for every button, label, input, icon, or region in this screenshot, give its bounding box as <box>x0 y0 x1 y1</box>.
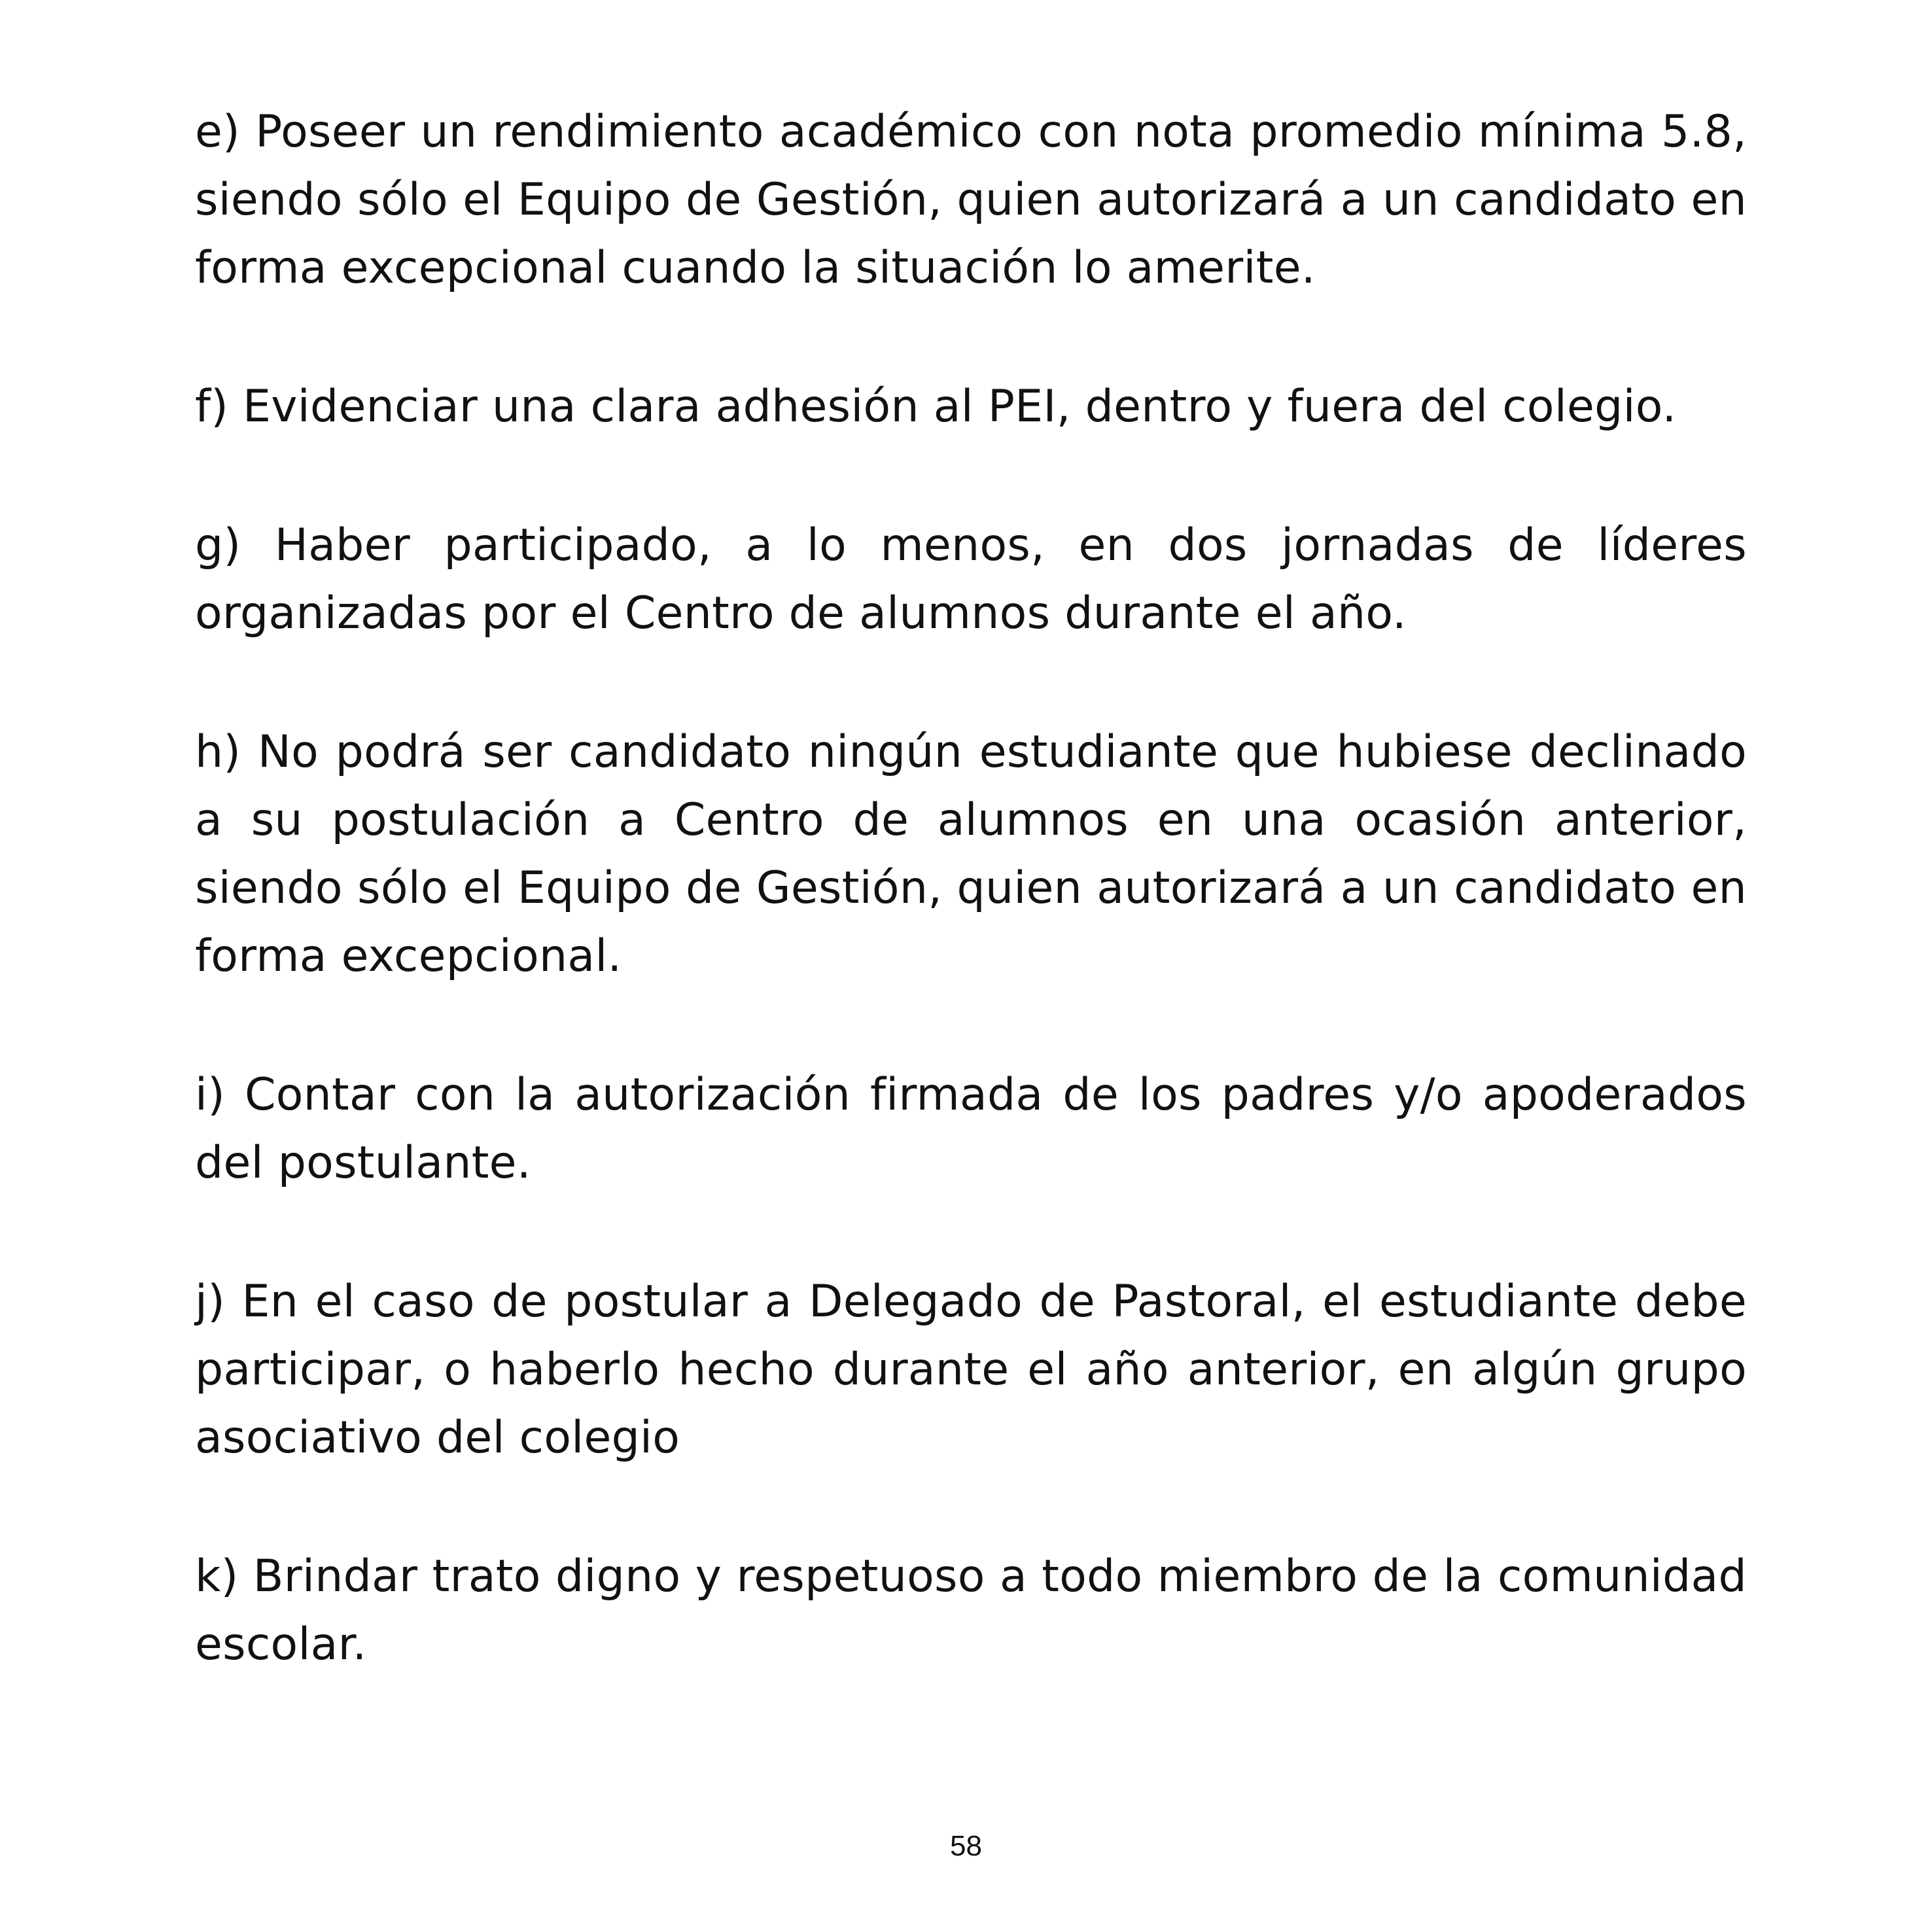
paragraph-f: f) Evidenciar una clara adhesión al PEI, dentro y fuera del colegio. <box>195 381 1677 432</box>
paragraph-e: e) Poseer un rendimiento académico con nota promedio mínima 5.8, siendo sólo el Equipo de Gestión, quien autorizará a un candidato en forma excepcional cuando la situación lo amerite. <box>195 106 1747 294</box>
paragraph-k: k) Brindar trato digno y respetuoso a todo miembro de la comunidad escolar. <box>195 1551 1747 1670</box>
paragraph-j: j) En el caso de postular a Delegado de Pastoral, el estudiante debe participar, o haberlo hecho durante el año anterior, en algún grupo asociativo del colegio <box>195 1276 1747 1464</box>
page-number: 58 <box>950 1830 982 1862</box>
paragraph-h: h) No podrá ser candidato ningún estudiante que hubiese declinado a su postulación a Centro de alumnos en una ocasión anterior, siendo sólo el Equipo de Gestión, quien autorizará a un candidato en forma excepcional. <box>195 726 1747 982</box>
page-content <box>195 98 1747 1749</box>
paragraph-i: i) Contar con la autorización firmada de los padres y/o apoderados del postulante. <box>195 1069 1747 1189</box>
paragraph-g: g) Haber participado, a lo menos, en dos jornadas de líderes organizadas por el Centro de alumnos durante el año. <box>195 519 1747 639</box>
